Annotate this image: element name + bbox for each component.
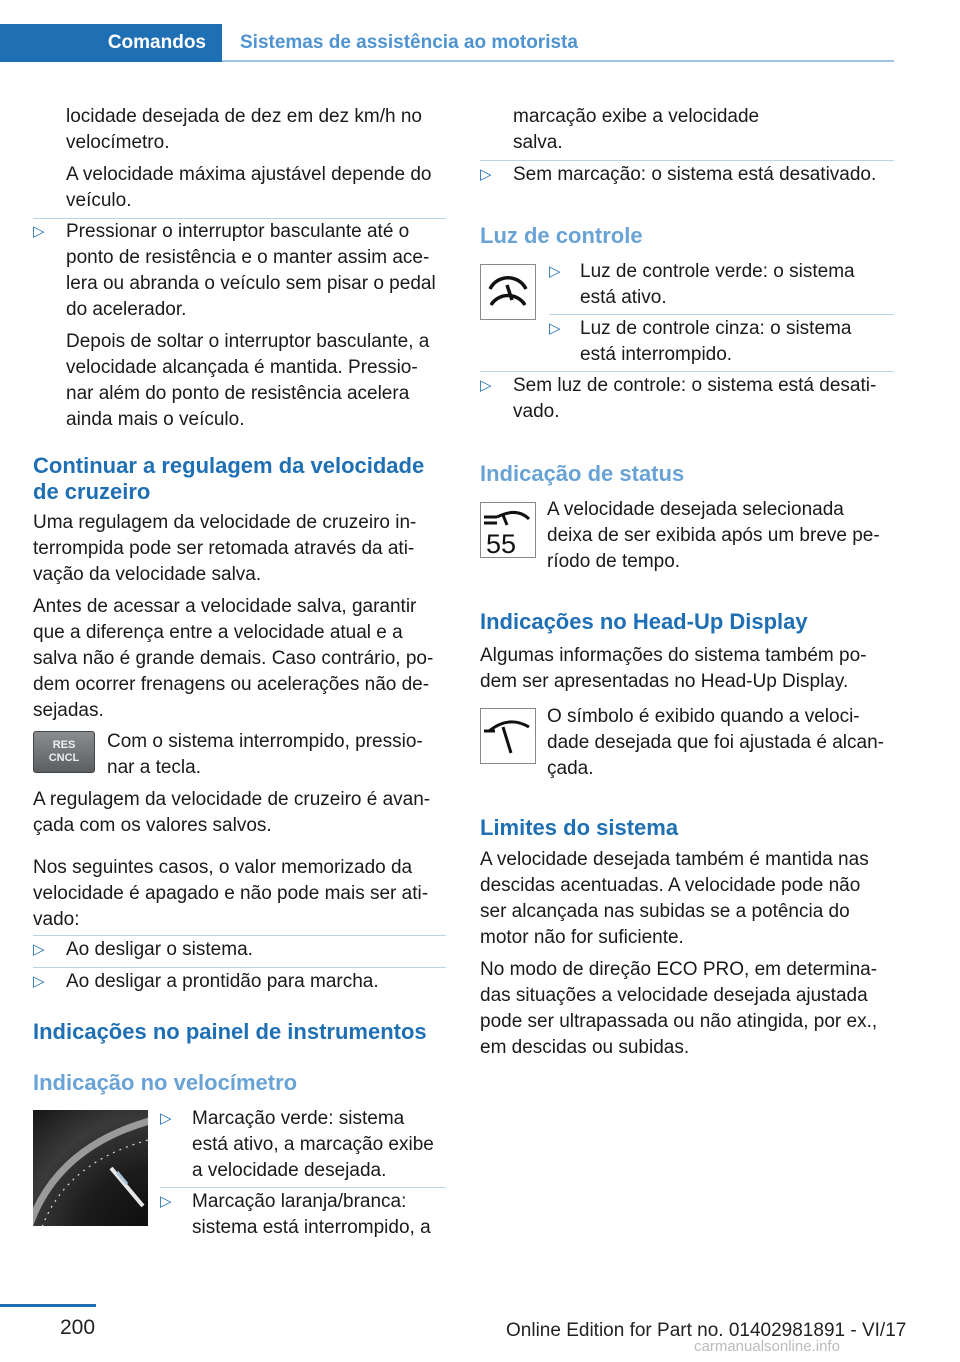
bullet-icon: ▷ [160,1110,172,1127]
paragraph-line: Depois de soltar o interruptor basculante, a [66,331,430,352]
tab-comandos[interactable]: Comandos [0,24,222,62]
paragraph-line: veículo. [66,190,132,211]
bullet-icon: ▷ [480,166,492,183]
paragraph-line: terrompida pode ser retomada através da ati- [33,538,415,559]
bullet-separator [33,967,446,968]
paragraph-line: Nos seguintes casos, o valor memorizado da [33,857,413,878]
subsection-heading-luz-controle: Luz de controle [480,223,643,248]
bullet-icon: ▷ [549,320,561,337]
bullet-icon: ▷ [33,941,45,958]
list-item: Sem marcação: o sistema está desativado. [513,164,877,185]
paragraph-line: ser alcançada nas subidas se a potência do [480,901,850,922]
paragraph-line: dem ocorrer frenagens ou acelerações não de- [33,674,430,695]
bullet-icon: ▷ [480,377,492,394]
section-heading-continuar: de cruzeiro [33,479,151,504]
hud-speed-reached-icon [480,708,536,764]
page-number: 200 [60,1316,96,1339]
paragraph-line: está interrompido. [580,344,733,365]
paragraph-line: Com o sistema interrompido, pressio- [107,731,423,752]
paragraph-line: Marcação verde: sistema [192,1108,405,1129]
res-cncl-button-icon [33,731,95,773]
bullet-separator [33,935,446,936]
paragraph-line: vado. [513,401,560,422]
paragraph-line: ríodo de tempo. [547,551,681,572]
paragraph-line: está ativo, a marcação exibe [192,1134,434,1155]
bullet-icon: ▷ [33,973,45,990]
paragraph-line: em descidas ou subidas. [480,1037,690,1058]
paragraph-line: sejadas. [33,700,104,721]
paragraph-line: das situações a velocidade desejada ajustada [480,985,868,1006]
paragraph-line: No modo de direção ECO PRO, em determina- [480,959,878,980]
edition-text: Online Edition for Part no. 01402981891 - VI/17 [506,1320,907,1341]
footer-accent-line [0,1304,96,1307]
bullet-icon: ▷ [33,223,45,240]
section-heading-hud: Indicações no Head-Up Display [480,609,808,634]
speed-status-icon [480,502,536,558]
paragraph-line: Algumas informações do sistema também po- [480,645,867,666]
paragraph-line: Marcação laranja/branca: [192,1191,407,1212]
paragraph-line: lera ou abranda o veículo sem pisar o pedal [66,273,436,294]
subsection-heading-velocimetro: Indicação no velocímetro [33,1070,298,1095]
paragraph-line: Pressionar o interruptor basculante até o [66,221,410,242]
subsection-heading-status: Indicação de status [480,461,685,486]
watermark: carmanualsonline.info [694,1338,840,1355]
paragraph-line: locidade desejada de dez em dez km/h no [66,106,422,127]
status-speed-number: 55 [486,529,517,557]
section-heading-continuar: Continuar a regulagem da velocidade [33,453,425,478]
paragraph-line: velocímetro. [66,132,170,153]
paragraph-line: deixa de ser exibida após um breve pe- [547,525,880,546]
paragraph-line: motor não for suficiente. [480,927,684,948]
header-divider [222,60,894,62]
paragraph-line: salva não é grande demais. Caso contrário, po- [33,648,434,669]
paragraph-line: ainda mais o veículo. [66,409,245,430]
page-header [0,24,960,62]
paragraph-line: nar a tecla. [107,757,201,778]
paragraph-line: salva. [513,132,563,153]
cruise-control-indicator-icon [480,264,536,320]
list-item: Ao desligar a prontidão para marcha. [66,971,379,992]
paragraph-line: ponto de resistência e o manter assim ace- [66,247,430,268]
paragraph-line: Luz de controle verde: o sistema [580,261,855,282]
paragraph-line: Sem luz de controle: o sistema está desati- [513,375,877,396]
paragraph-line: A regulagem da velocidade de cruzeiro é avan- [33,789,431,810]
bullet-separator [480,371,894,372]
paragraph-line: marcação exibe a velocidade [513,106,760,127]
paragraph-line: dade desejada que foi ajustada é alcan- [547,732,884,753]
paragraph-line: O símbolo é exibido quando a veloci- [547,706,860,727]
paragraph-line: descidas acentuadas. A velocidade pode não [480,875,861,896]
paragraph-line: velocidade alcançada é mantida. Pressio- [66,357,418,378]
paragraph-line: do acelerador. [66,299,187,320]
paragraph-line: a velocidade desejada. [192,1160,387,1181]
paragraph-line: pode ser ultrapassada ou não atingida, por ex., [480,1011,878,1032]
paragraph-line: está ativo. [580,287,667,308]
section-heading-painel: Indicações no painel de instrumentos [33,1019,427,1044]
paragraph-line: dem ser apresentadas no Head-Up Display. [480,671,849,692]
bullet-icon: ▷ [160,1193,172,1210]
res-label: RES [52,739,76,751]
speedometer-image [33,1110,148,1226]
paragraph-line: Antes de acessar a velocidade salva, garantir [33,596,417,617]
paragraph-line: Uma regulagem da velocidade de cruzeiro in- [33,512,417,533]
paragraph-line: Luz de controle cinza: o sistema [580,318,852,339]
section-heading-limites: Limites do sistema [480,815,679,840]
bullet-separator [480,160,894,161]
paragraph-line: velocidade é apagado e não pode mais ser ati- [33,883,429,904]
paragraph-line: vado: [33,909,80,930]
tab-sistemas-assistencia[interactable]: Sistemas de assistência ao motorista [240,32,578,53]
paragraph-line: vação da velocidade salva. [33,564,262,585]
paragraph-line: çada com os valores salvos. [33,815,272,836]
bullet-icon: ▷ [549,263,561,280]
paragraph-line: A velocidade desejada também é mantida nas [480,849,869,870]
paragraph-line: sistema está interrompido, a [192,1217,431,1238]
cncl-label: CNCL [48,752,80,764]
paragraph-line: nar além do ponto de resistência acelera [66,383,410,404]
paragraph-line: A velocidade desejada selecionada [547,499,844,520]
paragraph-line: que a diferença entre a velocidade atual e a [33,622,403,643]
bullet-separator [549,314,894,315]
list-item: Ao desligar o sistema. [66,939,253,960]
paragraph-line: çada. [547,758,594,779]
speedometer-needle-icon [33,1110,148,1226]
paragraph-line: A velocidade máxima ajustável depende do [66,164,432,185]
bullet-separator [160,1187,446,1188]
